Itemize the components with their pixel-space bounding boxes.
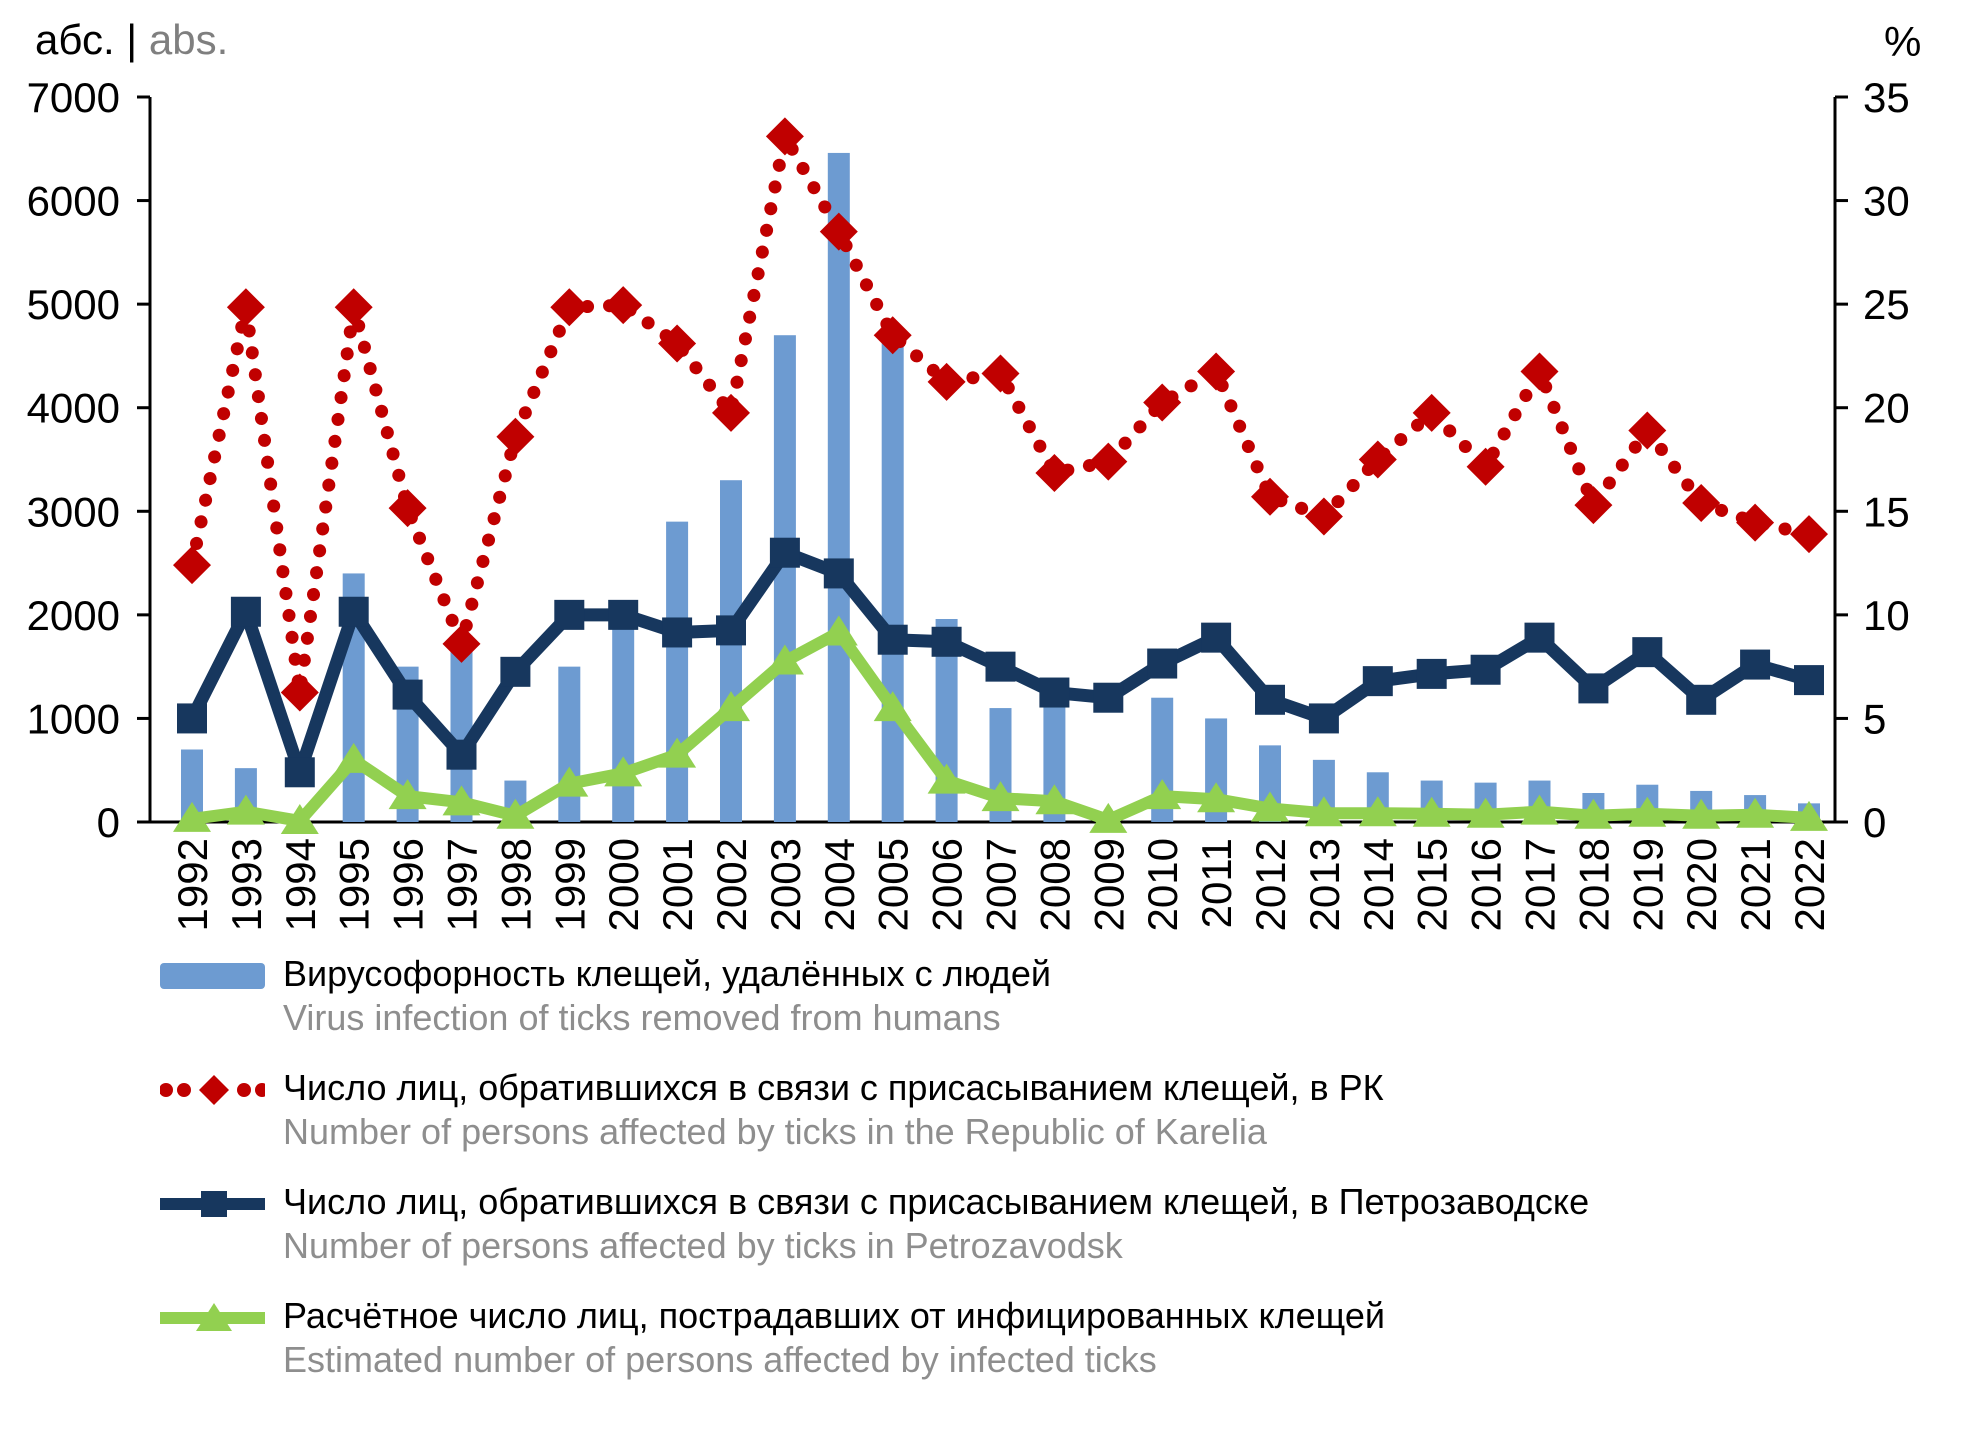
svg-text:1997: 1997 bbox=[438, 838, 486, 932]
svg-text:2008: 2008 bbox=[1031, 838, 1079, 932]
dotted-diamond-line-swatch-icon bbox=[160, 1072, 265, 1108]
svg-text:2017: 2017 bbox=[1516, 838, 1564, 932]
svg-text:2012: 2012 bbox=[1247, 838, 1294, 932]
svg-text:30: 30 bbox=[1863, 177, 1910, 225]
svg-text:5000: 5000 bbox=[26, 281, 120, 329]
chart-legend bbox=[160, 952, 1589, 1408]
svg-text:1998: 1998 bbox=[492, 838, 540, 932]
svg-text:2010: 2010 bbox=[1139, 838, 1187, 932]
svg-text:1995: 1995 bbox=[330, 838, 378, 932]
svg-text:2020: 2020 bbox=[1678, 838, 1726, 932]
svg-text:7000: 7000 bbox=[26, 74, 120, 121]
legend-label-ru: Число лиц, обратившихся в связи с присасыванием клещей, в Петрозаводске bbox=[283, 1181, 1590, 1222]
svg-text:2009: 2009 bbox=[1085, 838, 1133, 932]
right-axis-title: % bbox=[1884, 18, 1922, 65]
svg-text:1000: 1000 bbox=[26, 695, 120, 743]
svg-text:2004: 2004 bbox=[815, 838, 863, 932]
legend-item-persons-petrozavodsk bbox=[160, 1180, 1589, 1268]
legend-item-estimated-persons bbox=[160, 1294, 1589, 1382]
svg-text:2019: 2019 bbox=[1624, 838, 1672, 932]
legend-item-label bbox=[283, 952, 1051, 1040]
svg-text:2013: 2013 bbox=[1300, 838, 1348, 932]
series-diamond bbox=[173, 117, 1828, 711]
svg-text:2005: 2005 bbox=[869, 838, 917, 932]
svg-text:1994: 1994 bbox=[276, 838, 324, 932]
bar-swatch-icon bbox=[160, 958, 265, 994]
svg-text:6000: 6000 bbox=[26, 177, 120, 225]
left-axis-title-en: abs. bbox=[148, 16, 229, 63]
svg-text:2003: 2003 bbox=[761, 838, 809, 932]
svg-text:2015: 2015 bbox=[1408, 838, 1456, 932]
svg-text:2018: 2018 bbox=[1570, 838, 1618, 932]
svg-text:20: 20 bbox=[1863, 384, 1910, 432]
svg-text:2014: 2014 bbox=[1354, 838, 1402, 932]
svg-text:15: 15 bbox=[1863, 488, 1910, 536]
svg-text:0: 0 bbox=[1863, 799, 1887, 846]
svg-text:35: 35 bbox=[1863, 74, 1910, 121]
left-axis-title-ru: абс. bbox=[35, 16, 115, 63]
legend-item-persons-karelia bbox=[160, 1066, 1589, 1154]
legend-label-en: Number of persons affected by ticks in the Republic of Karelia bbox=[283, 1111, 1267, 1152]
svg-text:2001: 2001 bbox=[654, 838, 702, 932]
svg-text:2006: 2006 bbox=[923, 838, 971, 932]
svg-text:2002: 2002 bbox=[708, 838, 755, 932]
svg-text:5: 5 bbox=[1863, 695, 1887, 743]
legend-label-ru: Расчётное число лиц, пострадавших от инфицированных клещей bbox=[283, 1295, 1385, 1336]
legend-label-en: Virus infection of ticks removed from humans bbox=[283, 997, 1001, 1038]
legend-label-ru: Вирусофорность клещей, удалённых с людей bbox=[283, 953, 1051, 994]
legend-label-en: Estimated number of persons affected by infected ticks bbox=[283, 1339, 1157, 1380]
legend-item-virus-infection-bars bbox=[160, 952, 1589, 1040]
svg-text:1996: 1996 bbox=[384, 838, 432, 932]
svg-text:2011: 2011 bbox=[1193, 838, 1241, 929]
legend-item-label bbox=[283, 1294, 1385, 1382]
svg-text:2021: 2021 bbox=[1732, 838, 1780, 932]
svg-text:1992: 1992 bbox=[169, 838, 216, 932]
svg-text:2007: 2007 bbox=[977, 838, 1025, 932]
svg-text:3000: 3000 bbox=[26, 488, 120, 536]
legend-label-ru: Число лиц, обратившихся в связи с присасыванием клещей, в РК bbox=[283, 1067, 1384, 1108]
svg-text:2000: 2000 bbox=[600, 838, 648, 932]
triangle-line-swatch-icon bbox=[160, 1300, 265, 1336]
legend-item-label bbox=[283, 1066, 1384, 1154]
legend-item-label bbox=[283, 1180, 1589, 1268]
svg-text:2016: 2016 bbox=[1462, 838, 1510, 932]
svg-text:4000: 4000 bbox=[26, 384, 120, 432]
svg-text:2000: 2000 bbox=[26, 591, 120, 639]
square-line-swatch-icon bbox=[160, 1186, 265, 1222]
svg-text:10: 10 bbox=[1863, 591, 1910, 639]
svg-text:1999: 1999 bbox=[546, 838, 594, 932]
svg-text:2022: 2022 bbox=[1786, 838, 1833, 932]
svg-text:1993: 1993 bbox=[222, 838, 270, 932]
legend-label-en: Number of persons affected by ticks in Petrozavodsk bbox=[283, 1225, 1123, 1266]
axis-title-separator: | bbox=[126, 16, 138, 63]
svg-text:0: 0 bbox=[96, 799, 120, 846]
svg-text:25: 25 bbox=[1863, 281, 1910, 329]
